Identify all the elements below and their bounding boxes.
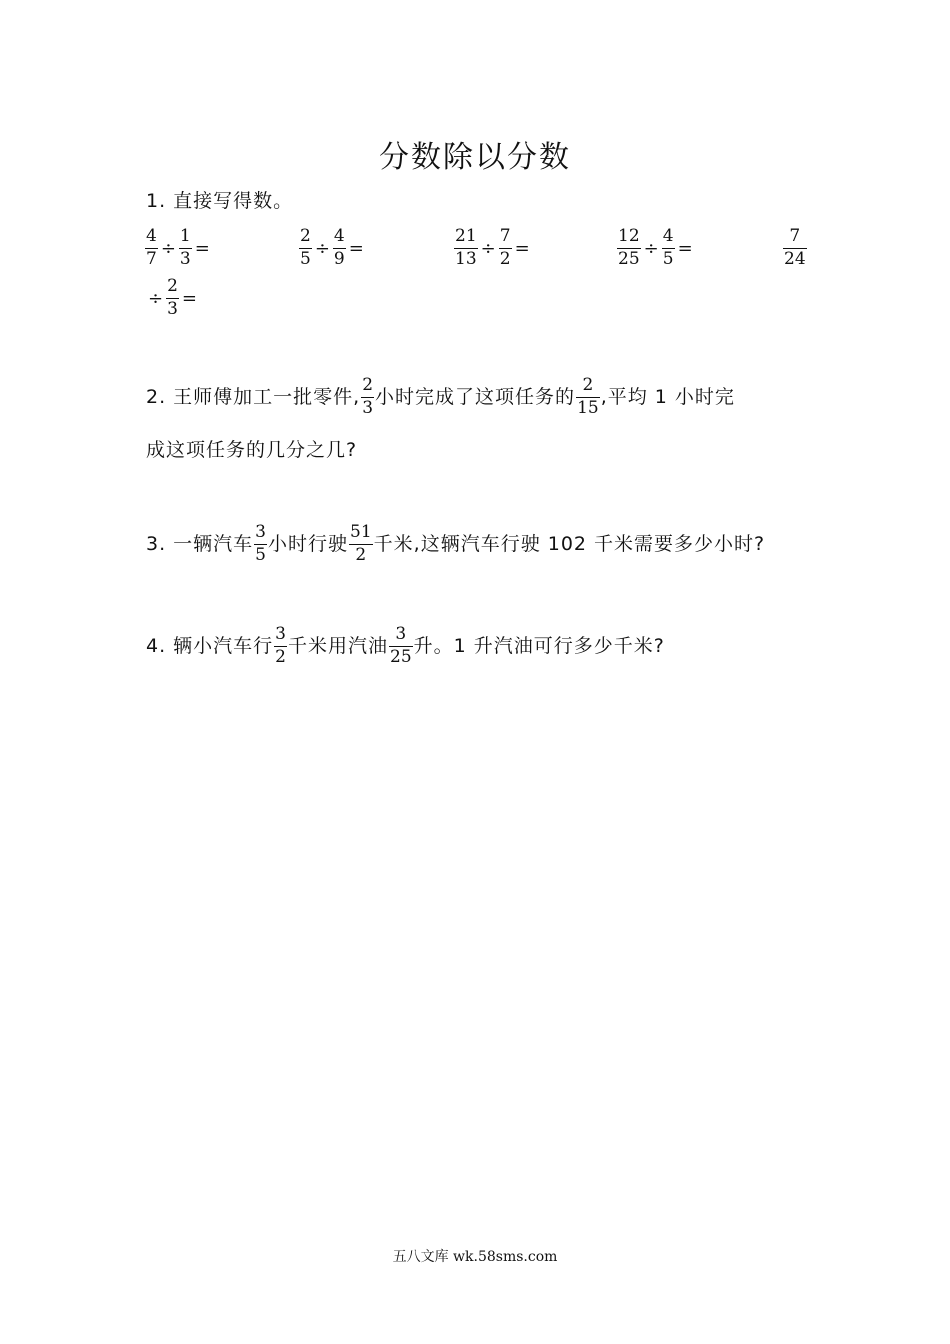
q4-text: 千米用汽油 (288, 634, 389, 657)
fraction: $\frac{4}{7}$ (146, 226, 157, 269)
question-2-line-2: 成这项任务的几分之几? (146, 439, 358, 461)
fraction: $\frac{1}{3}$ (179, 226, 191, 269)
fraction: $\frac{2}{5}$ (300, 226, 311, 269)
fraction: $\frac{4}{9}$ (333, 226, 345, 269)
page-title: 分数除以分数 (379, 140, 571, 175)
q1-expression-4 (616, 228, 695, 269)
fraction: $\frac{2}{3}$ (167, 276, 178, 319)
divide-sign: ÷ (643, 237, 659, 259)
q2-text: 小时完成了这项任务的 (375, 385, 576, 408)
equals-sign: = (181, 287, 198, 309)
fraction: $\frac{7}{2}$ (499, 226, 511, 269)
q3-text: 千米,这辆汽车行驶 102 千米需要多少小时? (373, 532, 766, 555)
fraction: $\frac{2}{15}$ (577, 375, 599, 418)
divide-sign: ÷ (160, 237, 176, 259)
q2-text: 2. 王师傅加工一批零件, (146, 385, 361, 408)
divide-sign: ÷ (148, 287, 164, 309)
q1-expression-3 (453, 228, 532, 269)
equals-sign: = (194, 237, 210, 259)
divide-sign: ÷ (480, 237, 496, 259)
fraction: $\frac{12}{25}$ (618, 226, 640, 269)
fraction: $\frac{51}{2}$ (350, 522, 372, 565)
divide-sign: ÷ (314, 237, 330, 259)
q4-text: 4. 辆小汽车行 (146, 634, 274, 657)
q3-text: 3. 一辆汽车 (146, 532, 254, 555)
fraction: $\frac{3}{25}$ (390, 624, 412, 667)
footer-watermark: 五八文库 wk.58sms.com (392, 1249, 558, 1265)
equals-sign: = (348, 237, 364, 259)
equals-sign: = (514, 237, 530, 259)
q1-expression-2 (298, 228, 366, 269)
q3-text: 小时行驶 (268, 532, 349, 555)
question-1-label: 1. 直接写得数。 (146, 190, 294, 212)
q4-text: 升。1 升汽油可行多少千米? (413, 634, 665, 657)
q1-expression-5-part-b (146, 278, 199, 319)
equals-sign: = (677, 237, 693, 259)
fraction: $\frac{21}{13}$ (455, 226, 477, 269)
q2-text: ,平均 1 小时完 (600, 385, 735, 408)
fraction: $\frac{3}{5}$ (255, 522, 266, 565)
fraction: $\frac{4}{5}$ (662, 226, 674, 269)
question-4 (146, 626, 665, 667)
q1-expression-1 (144, 228, 212, 269)
fraction: $\frac{3}{2}$ (275, 624, 286, 667)
q1-expression-5-part-a (782, 228, 808, 269)
question-2-line-1 (146, 377, 735, 418)
fraction: $\frac{2}{3}$ (362, 375, 374, 418)
question-3 (146, 524, 765, 565)
fraction: $\frac{7}{24}$ (784, 226, 806, 269)
